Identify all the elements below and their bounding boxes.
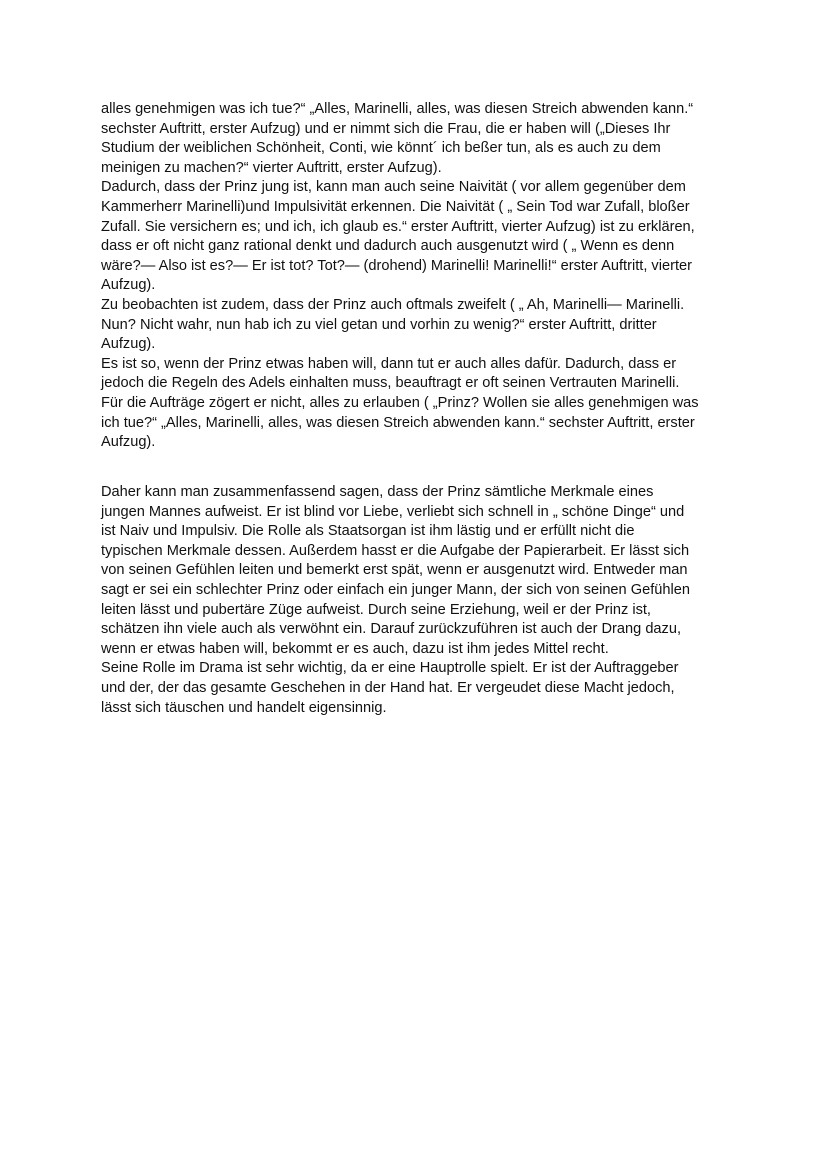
text-line: meinigen zu machen?“ vierter Auftritt, erster Aufzug). xyxy=(101,159,442,176)
text-line: Seine Rolle im Drama ist sehr wichtig, da er eine Hauptrolle spielt. Er ist der Auftraggeber xyxy=(101,660,679,677)
text-line: sechster Auftritt, erster Aufzug) und er nimmt sich die Frau, die er haben will („Dieses Ihr xyxy=(101,120,671,137)
text-line: Aufzug). xyxy=(101,434,156,451)
text-block-conclusion xyxy=(101,483,741,718)
text-line: wäre?— Also ist es?— Er ist tot? Tot?— (drohend) Marinelli! Marinelli!“ erster Auftritt, vierter xyxy=(101,257,692,274)
text-line: jungen Mannes aufweist. Er ist blind vor Liebe, verliebt sich schnell in „ schöne Dinge“ und xyxy=(101,503,685,520)
text-line: typischen Merkmale dessen. Außerdem hasst er die Aufgabe der Papierarbeit. Er lässt sich xyxy=(101,542,690,559)
text-line: ich tue?“ „Alles, Marinelli, alles, was diesen Streich abwenden kann.“ sechster Auftritt, erster xyxy=(101,414,695,431)
text-line: sagt er sei ein schlechter Prinz oder einfach ein junger Mann, der sich von seinen Gefühlen xyxy=(101,581,690,598)
text-line: von seinen Gefühlen leiten und bemerkt erst spät, wenn er ausgenutzt wird. Entweder man xyxy=(101,562,688,579)
text-line: Aufzug). xyxy=(101,336,156,353)
text-line: Es ist so, wenn der Prinz etwas haben will, dann tut er auch alles dafür. Dadurch, dass er xyxy=(101,355,677,372)
text-line: Kammerherr Marinelli)und Impulsivität erkennen. Die Naivität ( „ Sein Tod war Zufall, bloßer xyxy=(101,198,690,215)
text-line: schätzen ihn viele auch als verwöhnt ein. Darauf zurückzuführen ist auch der Drang dazu, xyxy=(101,621,682,638)
text-line: lässt sich täuschen und handelt eigensinnig. xyxy=(101,699,387,716)
text-line: Aufzug). xyxy=(101,277,156,294)
text-line: jedoch die Regeln des Adels einhalten muss, beauftragt er oft seinen Vertrauten Marinelli. xyxy=(101,375,680,392)
text-line: Zu beobachten ist zudem, dass der Prinz auch oftmals zweifelt ( „ Ah, Marinelli— Marinelli. xyxy=(101,296,685,313)
text-line: Daher kann man zusammenfassend sagen, dass der Prinz sämtliche Merkmale eines xyxy=(101,484,654,500)
text-line: dass er oft nicht ganz rational denkt und dadurch auch ausgenutzt wird ( „ Wenn es denn xyxy=(101,238,675,255)
text-line: ist Naiv und Impulsiv. Die Rolle als Staatsorgan ist ihm lästig und er erfüllt nicht die xyxy=(101,523,635,540)
text-line: Zufall. Sie versichern es; und ich, ich glaub es.“ erster Auftritt, vierter Aufzug) ist zu erklären, xyxy=(101,218,695,235)
text-line: und der, der das gesamte Geschehen in der Hand hat. Er vergeudet diese Macht jedoch, xyxy=(101,679,675,696)
text-line: Nun? Nicht wahr, nun hab ich zu viel getan und vorhin zu wenig?“ erster Auftritt, dritter xyxy=(101,316,657,333)
text-line: alles genehmigen was ich tue?“ „Alles, Marinelli, alles, was diesen Streich abwenden kann.“ xyxy=(101,101,694,117)
text-line: Studium der weiblichen Schönheit, Conti, wie könnt´ ich beßer tun, als es auch zu dem xyxy=(101,140,661,157)
text-line: leiten lässt und pubertäre Züge aufweist. Durch seine Erziehung, weil er der Prinz ist, xyxy=(101,601,651,618)
text-line: Dadurch, dass der Prinz jung ist, kann man auch seine Naivität ( vor allem gegenüber dem xyxy=(101,179,686,196)
text-line: Für die Aufträge zögert er nicht, alles zu erlauben ( „Prinz? Wollen sie alles genehmigen was xyxy=(101,394,699,411)
text-block-analysis xyxy=(101,100,741,453)
text-line: wenn er etwas haben will, bekommt er es auch, dazu ist ihm jedes Mittel recht. xyxy=(101,640,609,657)
